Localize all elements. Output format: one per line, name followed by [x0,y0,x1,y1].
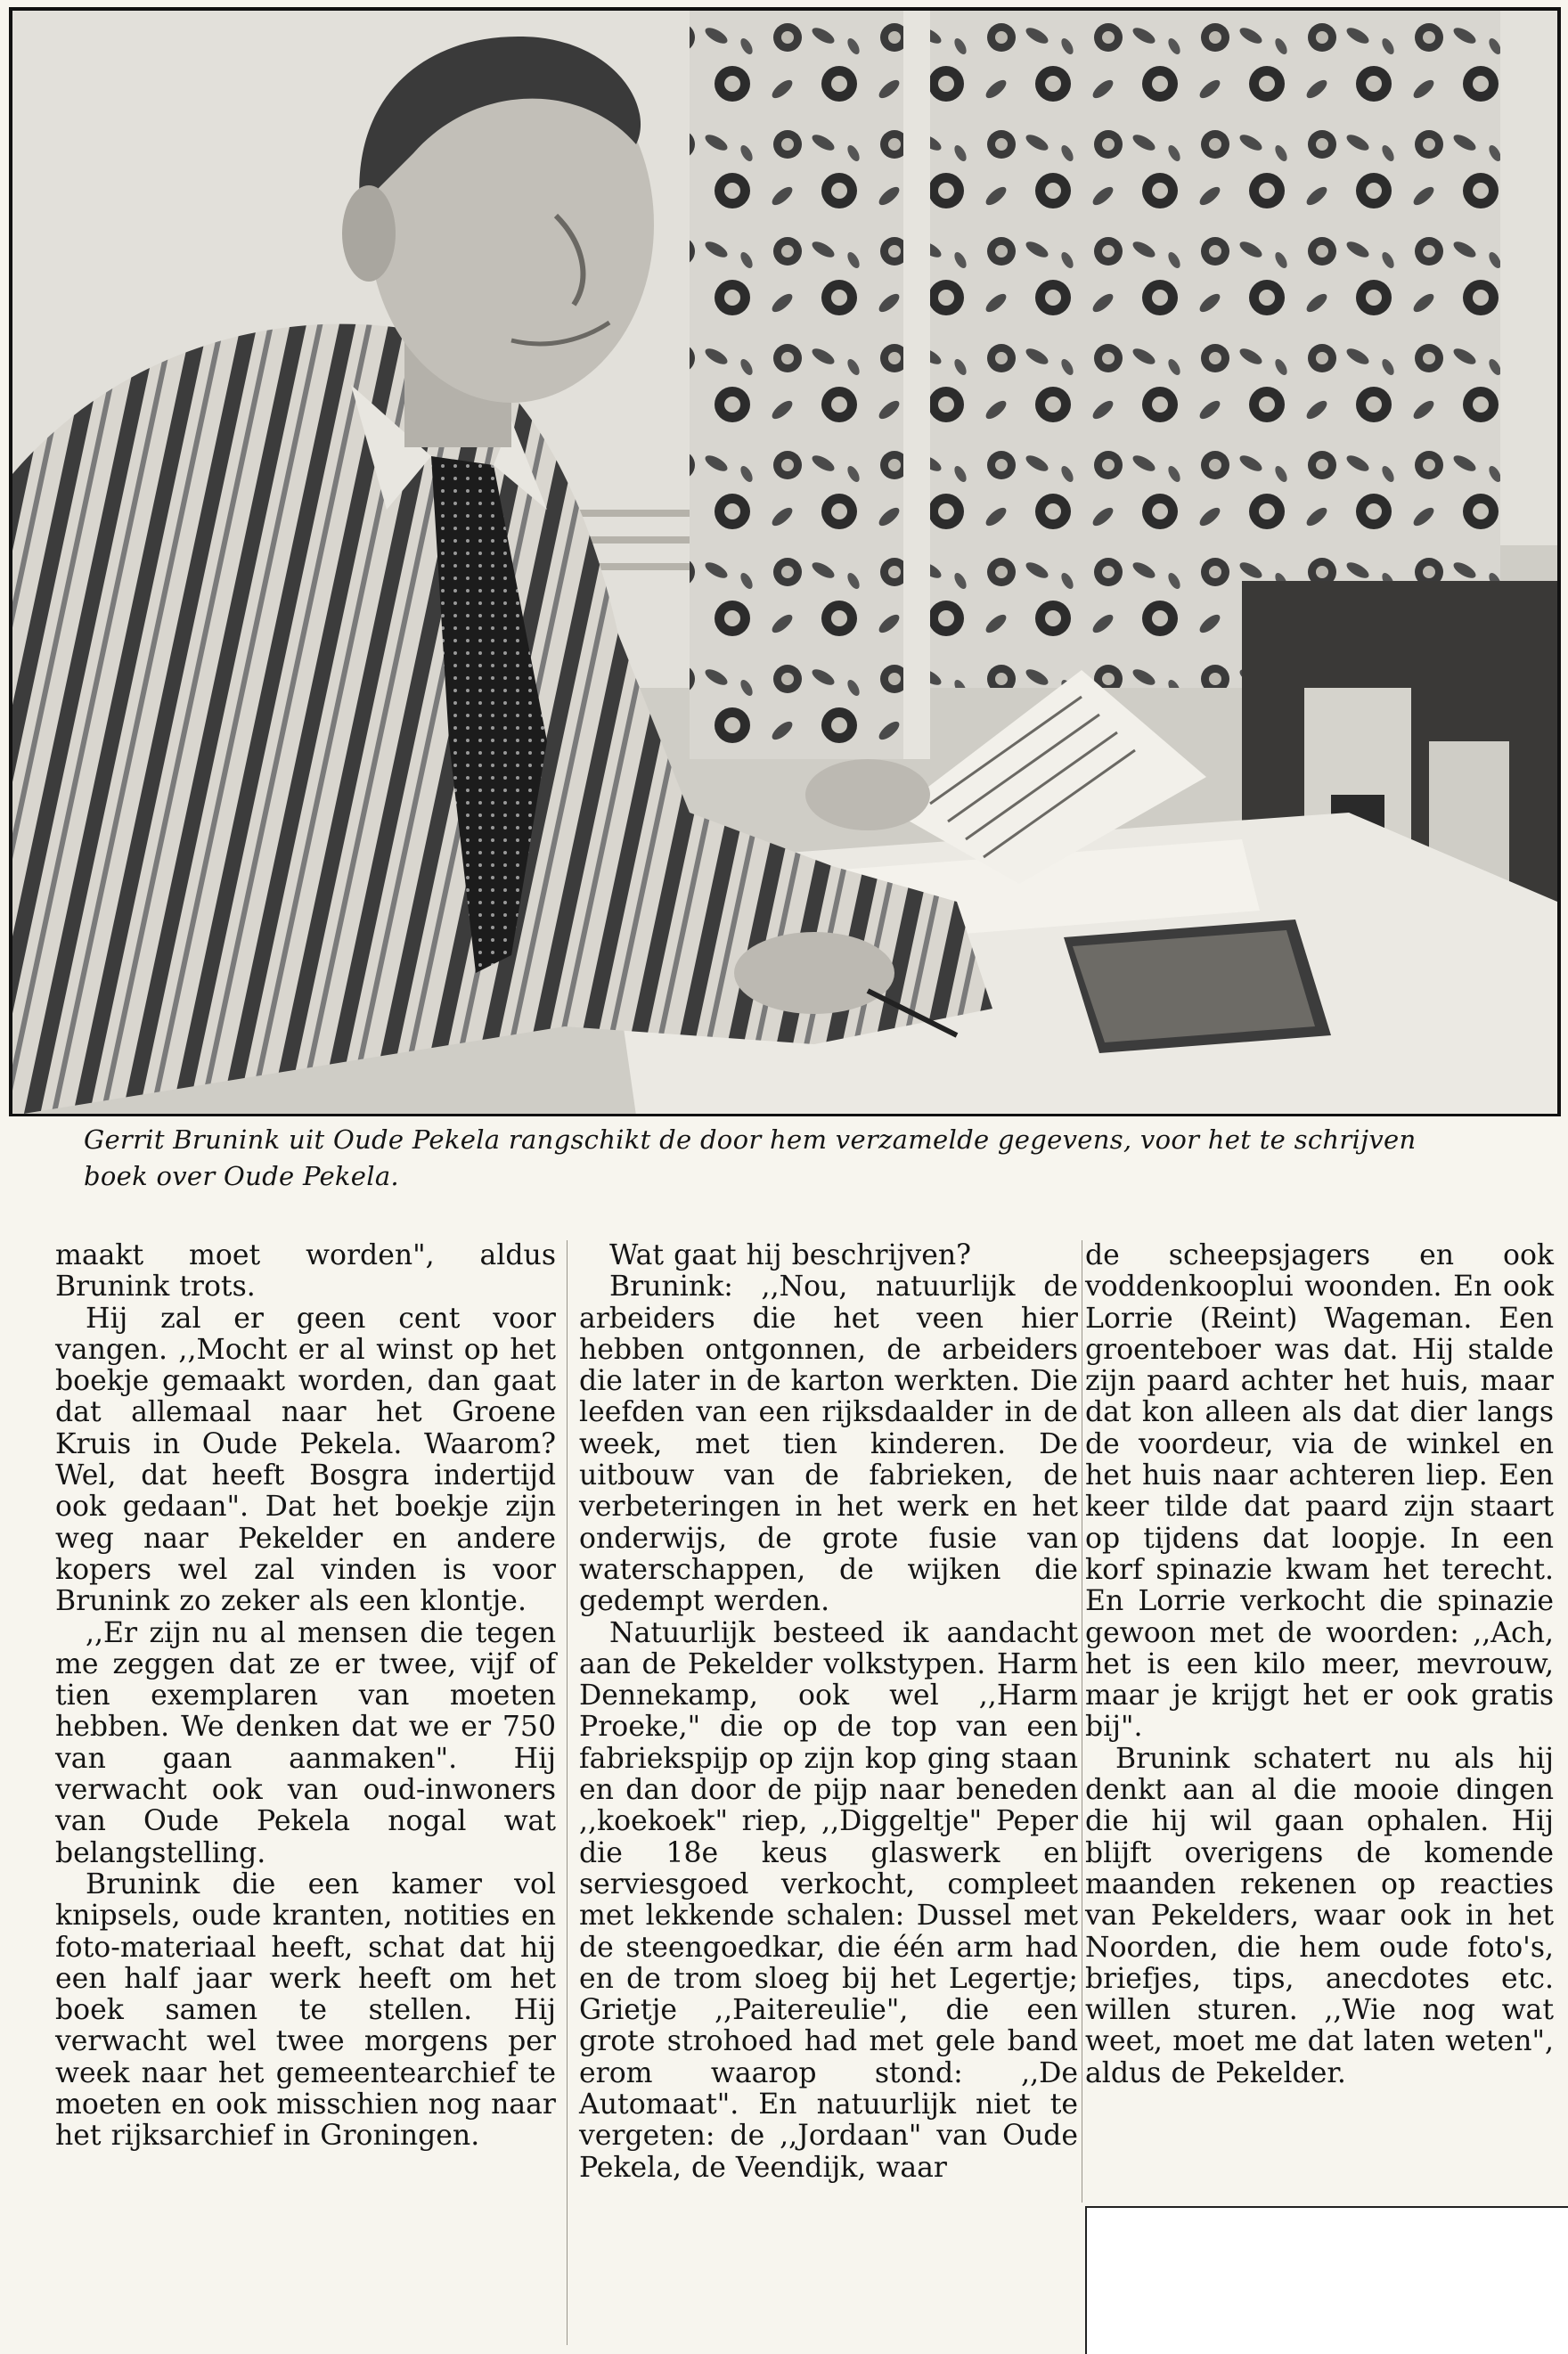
photo-man-at-desk-icon [12,11,1557,1116]
paragraph: Brunink die een kamer vol knipsels, oude kranten, notities en foto-materiaal heeft, schat dat hij een half jaar werk heeft om het boek samen te stellen. Hij verwacht wel twee morgens per week naar het gemeentearchief te moeten en ook misschien nog naar het rijksarchief in Groningen. [55,1868,556,2153]
photo-caption: Gerrit Brunink uit Oude Pekela rangschikt de door hem verzamelde gegevens, voor het te schrijven boek over Oude Pekela. [84,1124,1417,1191]
paragraph: de scheepsjagers en ook voddenkooplui woonden. En ook Lorrie (Reint) Wageman. Een groenteboer was dat. Hij stalde zijn paard achter het huis, maar dat kon alleen als dat dier langs de voordeur, via de winkel en het huis naar achteren liep. Een keer tilde dat paard zijn staart op tijdens dat loopje. In een korf spinazie kwam het terecht. En Lorrie verkocht die spinazie gewoon met de woorden: ,,Ach, het is een kilo meer, mevrouw, maar je krijgt het er ook gratis bij". [1085,1239,1554,1744]
paragraph: maakt moet worden", aldus Brunink trots. [55,1239,556,1304]
paragraph: Wat gaat hij beschrijven? [609,1239,972,1271]
article-column-3 [1085,1240,1554,2089]
article-column-2 [579,1240,1078,2184]
article-photo [9,7,1561,1208]
paragraph: ,,Er zijn nu al mensen die tegen me zeggen dat ze er twee, vijf of tien exemplaren van moeten hebben. We denken dat we er 750 van gaan aanmaken". Hij verwacht ook van oud-inwoners van Oude Pekela nogal wat belangstelling. [55,1616,556,1869]
paragraph: Hij zal er geen cent voor vangen. ,,Mocht er al winst op het boekje gemaakt worden, dan gaat dat allemaal naar het Groene Kruis in Oude Pekela. Waarom? Wel, dat heeft Bosgra indertijd ook gedaan". Dat het boekje zijn weg naar Pekelder en andere kopers wel zal vinden is voor Brunink zo zeker als een klontje. [55,1302,556,1618]
article-column-1 [55,1240,556,2153]
paragraph: Brunink: ,,Nou, natuurlijk de arbeiders die het veen hier hebben ontgonnen, de arbeiders die later in de karton werkten. Die leefden van een rijksdaalder in de week, met tien kinderen. De uitbouw van de fabrieken, de verbeteringen in het werk en het onderwijs, de grote fusie van waterschappen, de wijken die gedempt werden. [579,1271,1078,1618]
paragraph: Brunink schatert nu als hij denkt aan al die mooie dingen die hij wil gaan ophalen. Hij blijft overigens de komende maanden rekenen op reacties van Pekelders, waar ook in het Noorden, die hem oude foto's, briefjes, tips, anecdotes etc. willen sturen. ,,Wie nog wat weet, moet me dat laten weten", aldus de Pekelder. [1085,1742,1554,2089]
blank-area [1085,2206,1568,2354]
photo-caption-box [9,1114,1561,1208]
paragraph: Natuurlijk besteed ik aandacht aan de Pekelder volkstypen. Harm Dennekamp, ook wel ,,Harm Proeke," die op de top van een fabriekspijp op zijn kop ging staan en dan door de pijp naar beneden ,,koekoek" riep, ,,Diggeltje" Peper die 18e keus glaswerk en serviesgoed verkocht, compleet met lekkende schalen: Dussel met de steengoedkar, die één arm had en de trom sloeg bij het Legertje; Grietje ,,Paitereulie", die een grote strohoed had met gele band erom waarop stond: ,,De Automaat". En natuurlijk niet te vergeten: de ,,Jordaan" van Oude Pekela, de Veendijk, waar [579,1616,1078,2184]
column-divider [567,1240,568,2345]
